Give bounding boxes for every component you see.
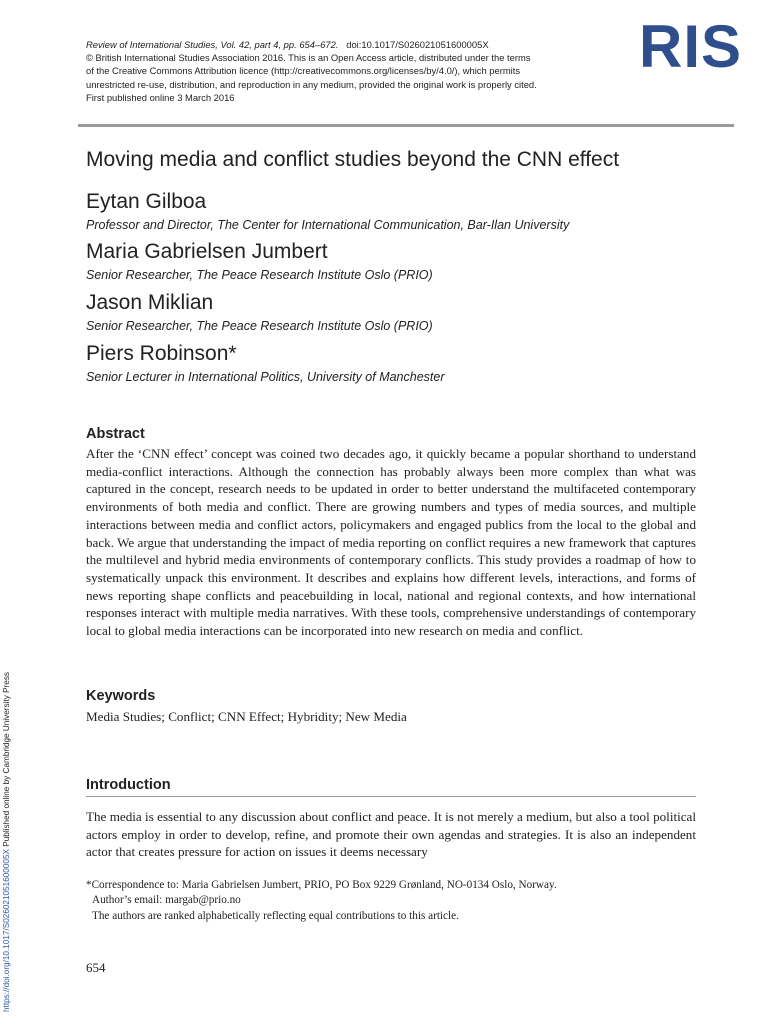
header-divider bbox=[78, 124, 734, 127]
author-affiliation: Senior Researcher, The Peace Research Institute Oslo (PRIO) bbox=[86, 319, 433, 333]
author-name: Jason Miklian bbox=[86, 291, 214, 314]
author-name: Maria Gabrielsen Jumbert bbox=[86, 240, 328, 263]
keywords-heading: Keywords bbox=[86, 688, 156, 704]
keywords-text: Media Studies; Conflict; CNN Effect; Hybridity; New Media bbox=[86, 709, 407, 724]
author-name: Eytan Gilboa bbox=[86, 190, 207, 213]
journal-logo: RIS bbox=[639, 13, 743, 80]
author-affiliation: Senior Lecturer in International Politics, University of Manchester bbox=[86, 370, 445, 384]
authorship-note: The authors are ranked alphabetically reflecting equal contributions to this article. bbox=[92, 910, 459, 922]
introduction-text: The media is essential to any discussion about conflict and peace. It is not merely a medium, but also a tool political actors employ in order to develop, refine, and promote their own agendas and strategies. It is also an independent actor that creates pressure for action on issues it deems necessary bbox=[86, 809, 696, 860]
author-affiliation: Professor and Director, The Center for International Communication, Bar-Ilan University bbox=[86, 218, 570, 232]
journal-citation-line bbox=[86, 38, 631, 51]
author-affiliation: Senior Researcher, The Peace Research Institute Oslo (PRIO) bbox=[86, 268, 433, 282]
doi-link[interactable]: https://doi.org/10.1017/S026021051600005X bbox=[2, 849, 11, 1012]
introduction-heading: Introduction bbox=[86, 777, 171, 793]
correspondence-footnote: *Correspondence to: Maria Gabrielsen Jumbert, PRIO, PO Box 9229 Grønland, NO-0134 Oslo, Norway. bbox=[86, 879, 557, 891]
publisher-note: Published online by Cambridge University Press bbox=[2, 671, 11, 850]
author-email: Author’s email: margab@prio.no bbox=[92, 894, 241, 906]
article-title: Moving media and conflict studies beyond the CNN effect bbox=[86, 148, 620, 171]
introduction-divider bbox=[86, 796, 696, 797]
article-doi: doi:10.1017/S026021051600005X bbox=[346, 39, 489, 50]
article-metadata bbox=[86, 38, 631, 104]
abstract-heading: Abstract bbox=[86, 426, 145, 442]
copyright-line-1: © British International Studies Association 2016. This is an Open Access article, distributed under the terms bbox=[86, 52, 531, 64]
journal-citation: Review of International Studies, Vol. 42, part 4, pp. 654–672. bbox=[86, 39, 339, 50]
abstract-text: After the ‘CNN effect’ concept was coined two decades ago, it quickly became a popular shorthand to understand media-conflict interactions. Although the connection has probably always been more complex than what was captured in the concept, research needs to be updated in order to better understand the multifaceted contemporary environments of both media and conflict. There are growing numbers and types of media sources, and multiple interactions between media and conflict actors, policymakers and engaged publics from the local to the global and back. We argue that understanding the impact of media reporting on conflict requires a new framework that captures the multilevel and hybrid media environments of contemporary conflicts. This study provides a roadmap of how to systematically unpack this environment. It describes and explains how different levels, interactions, and forms of news reporting shape conflicts and peacebuilding in local, national and regional contexts, and how international responses interact with multiple media narratives. With these tools, comprehensive understandings of contemporary local to global media interactions can be incorporated into new research on media and conflict. bbox=[86, 446, 696, 639]
copyright-line-3: unrestricted re-use, distribution, and reproduction in any medium, provided the original work is properly cited. bbox=[86, 78, 537, 90]
side-publication-note bbox=[2, 672, 11, 1012]
author-name: Piers Robinson* bbox=[86, 342, 237, 365]
publication-date: First published online 3 March 2016 bbox=[86, 91, 235, 103]
copyright-line-2: of the Creative Commons Attribution licence (http://creativecommons.org/licenses/by/4.0/), which permits bbox=[86, 65, 521, 77]
page-number: 654 bbox=[86, 960, 106, 975]
